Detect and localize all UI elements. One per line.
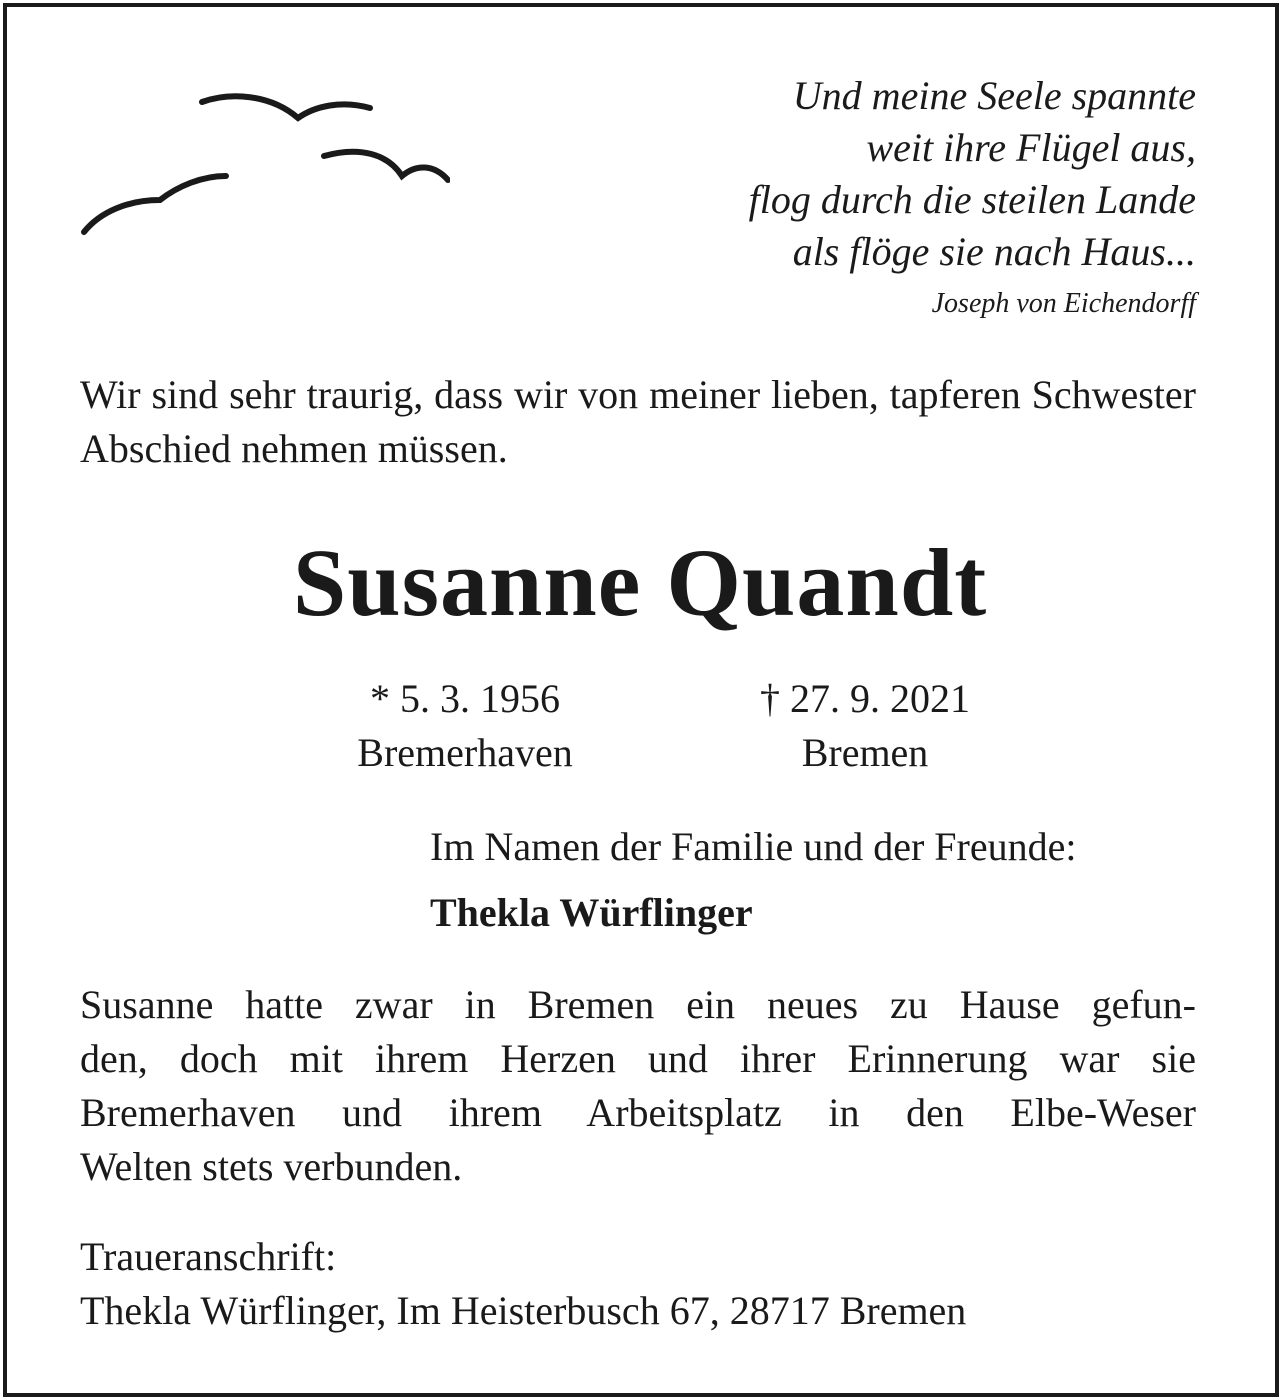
mourning-address [80, 1230, 1196, 1338]
poem-line: als flöge sie nach Haus... [792, 229, 1196, 274]
poem-line: flog durch die steilen Lande [748, 177, 1196, 222]
poem-author: Joseph von Eichendorff [931, 288, 1196, 319]
address-label: Traueranschrift: [80, 1234, 337, 1279]
death-date: † 27. 9. 2021 [760, 676, 970, 721]
birth-date: * 5. 3. 1956 [370, 676, 560, 721]
birth-info [300, 672, 630, 780]
poem-line: Und meine Seele spannte [792, 73, 1196, 118]
story-line: den, doch mit ihrem Herzen und ihrer Erinnerung war sie [80, 1036, 1196, 1081]
story-text [80, 978, 1196, 1194]
birth-place: Bremerhaven [357, 730, 573, 775]
deceased-name: Susanne Quandt [292, 529, 988, 636]
flying-birds-icon [80, 88, 450, 238]
death-info [700, 672, 1030, 780]
story-line: Susanne hatte zwar in Bremen ein neues zu Hause gefun- [80, 982, 1196, 1027]
address-value: Thekla Würflinger, Im Heisterbusch 67, 28717 Bremen [80, 1288, 967, 1333]
poem [596, 70, 1196, 324]
signoff-text: Im Namen der Familie und der Freunde: [430, 824, 1077, 869]
poem-line: weit ihre Flügel aus, [866, 125, 1196, 170]
story-line: Bremerhaven und ihrem Arbeitsplatz in den Elbe-Weser [80, 1090, 1196, 1135]
signer-name: Thekla Würflinger [430, 890, 753, 935]
story-line: Welten stets verbunden. [80, 1144, 463, 1189]
death-place: Bremen [801, 730, 929, 775]
intro-text: Wir sind sehr traurig, dass wir von meiner lieben, tapferen Schwester Abschied nehmen müssen. [80, 372, 1196, 471]
